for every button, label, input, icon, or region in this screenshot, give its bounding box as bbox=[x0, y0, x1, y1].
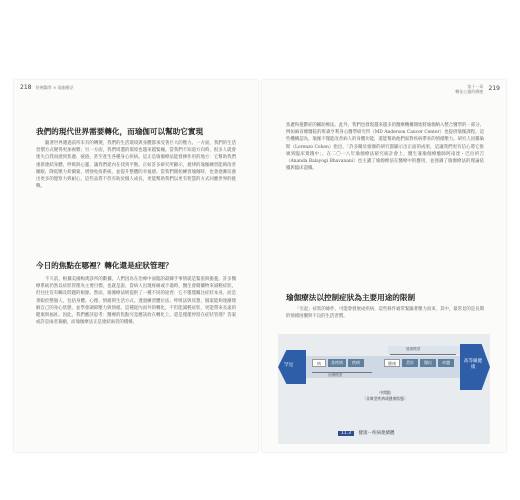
paragraph: 「引起」症狀的條件，可能會發展成疾病，這些條件通常緊隨著壓力而來，其中，最常見的是長期的情緒困擾與不良的生活習慣。 bbox=[286, 307, 484, 320]
health-continuum-figure bbox=[278, 334, 490, 444]
figure-caption-text: 健康－疾病連續體 bbox=[358, 431, 395, 436]
left-page bbox=[14, 80, 258, 452]
box-health: 健康 bbox=[384, 359, 400, 367]
box-sick: 病 bbox=[312, 359, 326, 367]
label-healthy: 高等級健康 bbox=[463, 359, 483, 370]
right-page bbox=[262, 80, 506, 452]
section-heading-focus: 今日的焦點在哪裡？轉化還是症狀管理？ bbox=[36, 261, 173, 270]
paragraph: 焦慮和憂鬱症的輔助療法。此外，我們也發現越來越多的醫療機構開始將瑜伽納入整合醫學的一部分，例如麻省總醫院的班森亨利身心醫學研究所（MD Anderson Cancer Center）也提供瑜伽課程。這些機構認為，瑜伽不僅能改善病人的身體功能，還能幫助他們面對疾病帶來的情緒壓力。研究人員羅倫斯（Lorenzo Cohen）指出，「許多關於瑜伽的研究都顯示出正面的成果，這讓我們更有信心將它推廣到臨床實踐中」。在二〇一八年瑜伽療法研究統計會上，醫生兼瑜伽療癒師阿南達・巴拉約吉（Ananda Balayogi Bhavanani）也主講了瑜伽療法在醫療中的應用，並強調了瑜伽療法的理論依據與臨床證據。 bbox=[286, 123, 484, 172]
section-body-transformation bbox=[36, 140, 236, 248]
paragraph: 隨著世界邁過前所未有的轉變，我們的生活環境與身體都承受著巨大的壓力。一方面，我們的生活習慣方式變得更加複雜；另一方面，我們周遭的環境也越來越緊繃。當我們不知道方向時，很多人就會迷失自我而感到焦慮、疲倦，甚至產生各種身心疾病。這正是瑜伽療法能發揮作用的地方：它幫助我們重新連結身體、呼吸與心靈，讓我們從內在找到平衡。正如許多研究所顯示，規律的瑜伽練習能夠改善睡眠、降低壓力荷爾蒙、增強免疫系統，並提升整體的幸福感。當我們開始練習瑜伽時，也會逐漸培養出更多的覺察力與耐心，這些品質不但有助於個人成長，更能幫助我們以更有智慧的方式回應世界的挑戰。 bbox=[36, 141, 236, 190]
right-page-number: 219 bbox=[488, 85, 500, 92]
chapter-title: 轉化心靈的療癒 bbox=[455, 89, 484, 94]
section-heading-transformation: 我們的現代世界需要轉化，而瑜伽可以幫助它實現 bbox=[36, 127, 204, 136]
box-disease: 疾病 bbox=[348, 359, 364, 367]
midpoint-label: 中間點 bbox=[379, 390, 391, 395]
health-model-line bbox=[390, 354, 456, 355]
intro-text bbox=[286, 122, 484, 284]
box-excellent: 卓越 bbox=[438, 359, 454, 367]
midpoint-note bbox=[348, 390, 422, 401]
chapter-label: 第十一章 bbox=[467, 84, 484, 89]
box-outstanding: 傑出 bbox=[420, 359, 436, 367]
figure-number-badge: 11.3 bbox=[338, 431, 354, 436]
paragraph: 不久前，根據美國梅奧診所的數據，人們因為在治療中面臨的最棘手事情就是緊張與擔憂。許多醫療系統仍然以症狀管理為主要目標，也就是說，當病人出現疼痛或不適時，醫生會開藥物來減輕症狀，但往往沒有觸及問題的根源。然而，瑜伽療法則提供了一種不同的途徑：它不僅僅關注症狀本身，而是著眼於整個人，包括身體、心理、情緒與生活方式。透過練習體位法、呼吸法與冥想，個案能夠逐漸理解自己的身心狀態，並學會調節壓力與情緒。這種從內而外的轉化，不但能減輕症狀，更能帶來長遠的健康與福祉。因此，我們應該思考：醫療的焦點究竟應該放在轉化上，還是僅僅停留在症狀管理？答案或許是兩者兼顧，而瑜伽療法正是連結兩者的橋樑。 bbox=[36, 277, 236, 326]
box-non-disease: 非疾病 bbox=[328, 359, 346, 367]
section-body-limits bbox=[286, 306, 484, 330]
section-heading-limits: 瑜伽療法以控制症狀為主要用途的限制 bbox=[286, 293, 416, 302]
figure-caption bbox=[338, 430, 394, 436]
label-treatment-model: 治療模型 bbox=[328, 373, 343, 377]
midpoint-description: 〔非典型疾病或健康狀態〕 bbox=[362, 395, 408, 401]
right-page-header bbox=[455, 84, 500, 94]
section-body-focus bbox=[36, 276, 236, 442]
left-running-title: 哈佛醫學 × 瑜伽療法 bbox=[35, 85, 74, 90]
left-page-number: 218 bbox=[20, 84, 32, 91]
left-page-header bbox=[20, 84, 74, 91]
label-health-model: 健康模型 bbox=[406, 347, 421, 351]
label-sick: 罕見 bbox=[284, 363, 294, 368]
upper-band bbox=[388, 346, 460, 354]
box-good: 美好 bbox=[402, 359, 418, 367]
